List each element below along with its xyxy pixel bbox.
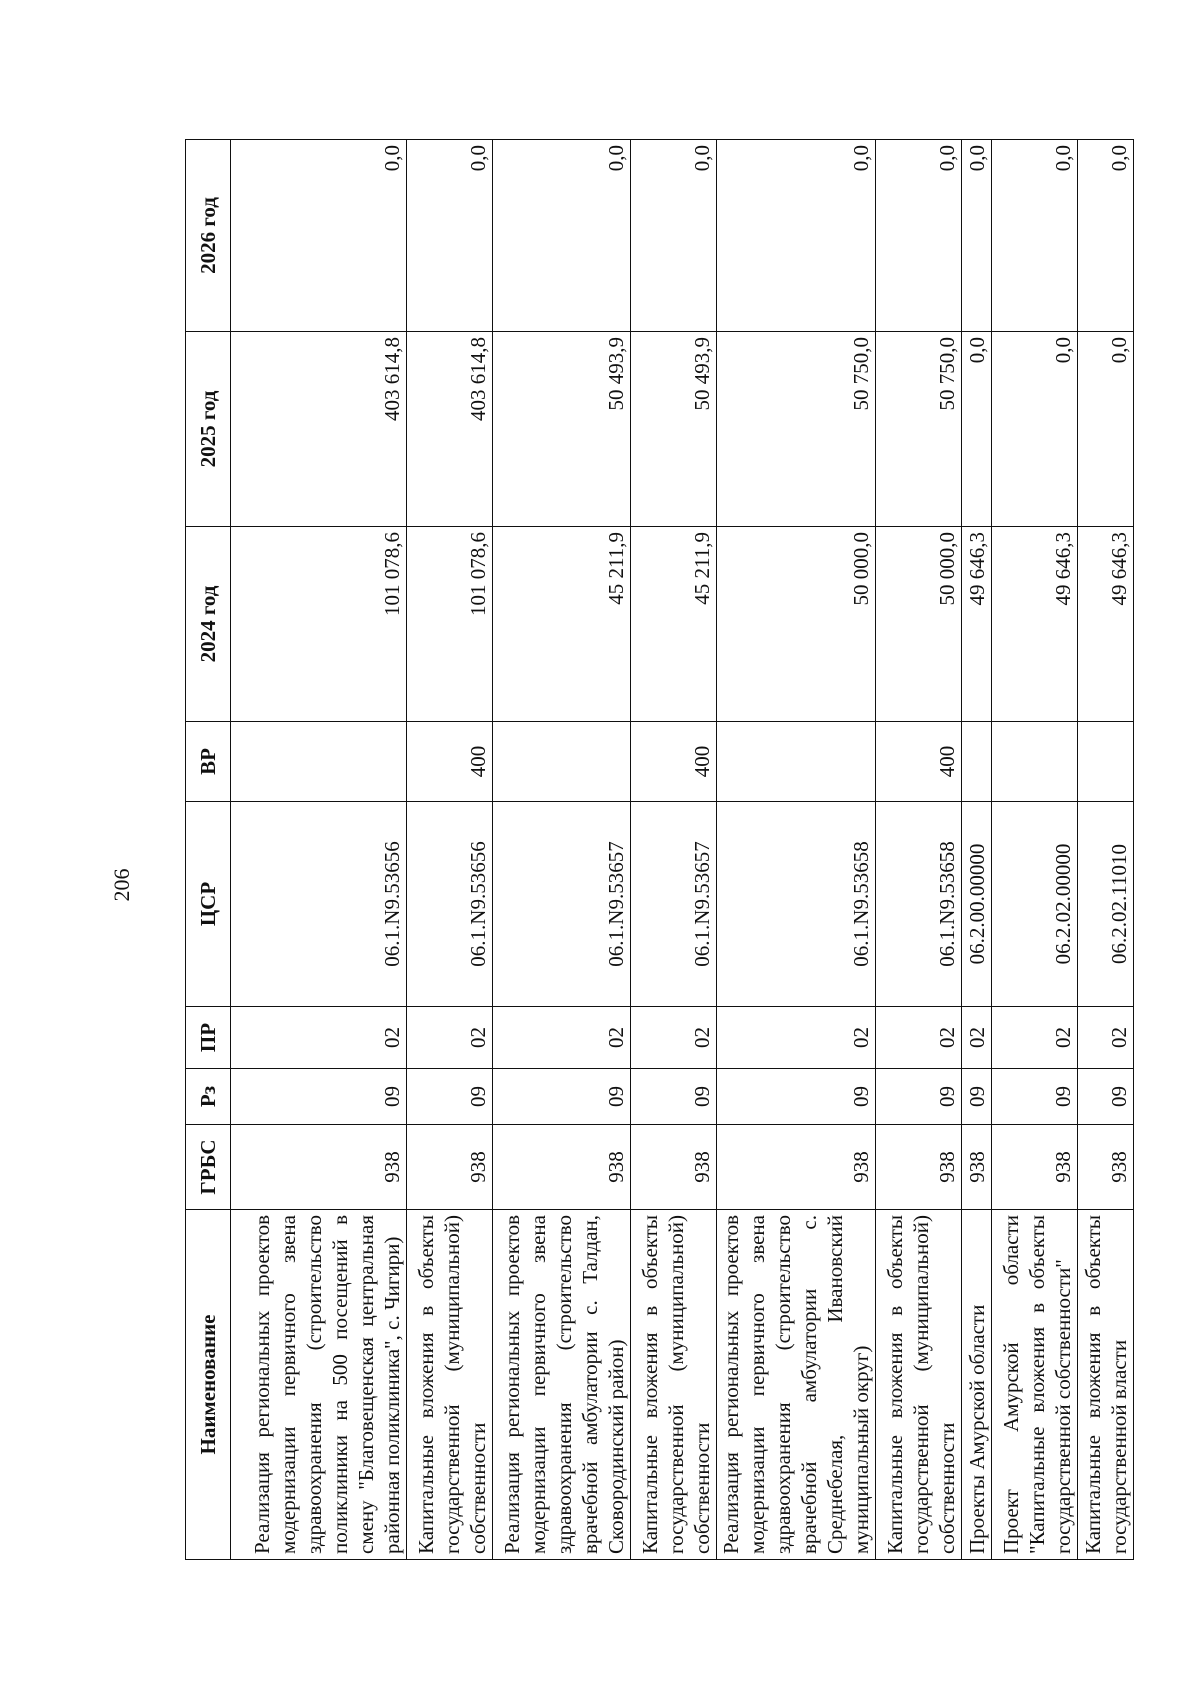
- row-2024: 45 211,9: [631, 527, 717, 722]
- row-pr: 02: [1078, 1007, 1134, 1069]
- row-csr: 06.1.N9.53657: [493, 802, 631, 1007]
- header-2024: 2024 год: [186, 527, 231, 722]
- budget-table: [185, 139, 1134, 1560]
- table-header: [186, 140, 231, 1560]
- header-2026: 2026 год: [186, 140, 231, 332]
- row-grbs: 938: [407, 1125, 493, 1210]
- table-row: [493, 140, 631, 1560]
- row-vr: 400: [631, 722, 717, 802]
- row-csr: 06.2.02.11010: [1078, 802, 1134, 1007]
- row-pr: 02: [231, 1007, 407, 1069]
- table-row: [992, 140, 1078, 1560]
- row-2024: 49 646,3: [962, 527, 992, 722]
- row-2025: 50 750,0: [876, 332, 962, 527]
- row-2026: 0,0: [407, 140, 493, 332]
- row-grbs: 938: [231, 1125, 407, 1210]
- row-2026: 0,0: [876, 140, 962, 332]
- row-vr: 400: [876, 722, 962, 802]
- row-2026: 0,0: [962, 140, 992, 332]
- row-name: Капитальные вложения в объекты государственной власти: [1078, 1210, 1134, 1560]
- row-rz: 09: [992, 1069, 1078, 1125]
- row-name: Реализация региональных проектов модернизации первичного звена здравоохранения (строительство врачебной амбулатории с. Среднебелая, Ивановский муниципальный округ): [717, 1210, 876, 1560]
- row-vr: [717, 722, 876, 802]
- table-row: [407, 140, 493, 1560]
- row-2024: 49 646,3: [992, 527, 1078, 722]
- row-2024: 101 078,6: [231, 527, 407, 722]
- row-pr: 02: [717, 1007, 876, 1069]
- row-rz: 09: [493, 1069, 631, 1125]
- row-name: Реализация региональных проектов модернизации первичного звена здравоохранения (строительство врачебной амбулатории с. Талдан, Сковородинский район): [493, 1210, 631, 1560]
- row-grbs: 938: [493, 1125, 631, 1210]
- row-2026: 0,0: [717, 140, 876, 332]
- row-2024: 50 000,0: [717, 527, 876, 722]
- row-name: Капитальные вложения в объекты государственной (муниципальной) собственности: [631, 1210, 717, 1560]
- row-vr: [962, 722, 992, 802]
- row-name: Реализация региональных проектов модернизации первичного звена здравоохранения (строительство поликлиники на 500 посещений в смену "Благовещенская центральная районная поликлиника", с. Чигири): [231, 1210, 407, 1560]
- row-rz: 09: [1078, 1069, 1134, 1125]
- page-number: 206: [109, 868, 134, 902]
- row-2025: 50 493,9: [631, 332, 717, 527]
- row-grbs: 938: [992, 1125, 1078, 1210]
- table-body: [231, 140, 1134, 1560]
- row-rz: 09: [717, 1069, 876, 1125]
- header-row: [186, 140, 231, 1560]
- row-2025: 50 493,9: [493, 332, 631, 527]
- row-2026: 0,0: [631, 140, 717, 332]
- row-pr: 02: [962, 1007, 992, 1069]
- row-csr: 06.1.N9.53658: [717, 802, 876, 1007]
- row-csr: 06.1.N9.53656: [231, 802, 407, 1007]
- table-row: [962, 140, 992, 1560]
- row-grbs: 938: [1078, 1125, 1134, 1210]
- row-name: Капитальные вложения в объекты государственной (муниципальной) собственности: [876, 1210, 962, 1560]
- row-rz: 09: [631, 1069, 717, 1125]
- row-vr: [1078, 722, 1134, 802]
- row-csr: 06.1.N9.53658: [876, 802, 962, 1007]
- row-grbs: 938: [717, 1125, 876, 1210]
- table-row: [1078, 140, 1134, 1560]
- header-name: Наименование: [186, 1210, 231, 1560]
- row-rz: 09: [876, 1069, 962, 1125]
- row-rz: 09: [231, 1069, 407, 1125]
- row-2026: 0,0: [493, 140, 631, 332]
- row-pr: 02: [407, 1007, 493, 1069]
- row-2024: 45 211,9: [493, 527, 631, 722]
- row-pr: 02: [493, 1007, 631, 1069]
- row-2025: 50 750,0: [717, 332, 876, 527]
- row-csr: 06.1.N9.53657: [631, 802, 717, 1007]
- row-grbs: 938: [876, 1125, 962, 1210]
- row-vr: 400: [407, 722, 493, 802]
- row-2025: 403 614,8: [407, 332, 493, 527]
- row-pr: 02: [876, 1007, 962, 1069]
- row-rz: 09: [962, 1069, 992, 1125]
- row-2025: 0,0: [1078, 332, 1134, 527]
- row-2025: 403 614,8: [231, 332, 407, 527]
- row-rz: 09: [407, 1069, 493, 1125]
- row-2026: 0,0: [992, 140, 1078, 332]
- row-name: Проект Амурской области "Капитальные вложения в объекты государственной собственности": [992, 1210, 1078, 1560]
- table-row: [231, 140, 407, 1560]
- row-name: Проекты Амурской области: [962, 1210, 992, 1560]
- row-grbs: 938: [962, 1125, 992, 1210]
- row-grbs: 938: [631, 1125, 717, 1210]
- table-row: [876, 140, 962, 1560]
- row-pr: 02: [631, 1007, 717, 1069]
- header-csr: ЦСР: [186, 802, 231, 1007]
- table-row: [717, 140, 876, 1560]
- row-name: Капитальные вложения в объекты государственной (муниципальной) собственности: [407, 1210, 493, 1560]
- row-vr: [231, 722, 407, 802]
- row-2026: 0,0: [231, 140, 407, 332]
- table-row: [631, 140, 717, 1560]
- row-csr: 06.1.N9.53656: [407, 802, 493, 1007]
- row-csr: 06.2.00.00000: [962, 802, 992, 1007]
- row-csr: 06.2.02.00000: [992, 802, 1078, 1007]
- rotated-table-container: [185, 140, 1131, 1560]
- header-2025: 2025 год: [186, 332, 231, 527]
- header-grbs: ГРБС: [186, 1125, 231, 1210]
- row-2024: 101 078,6: [407, 527, 493, 722]
- row-pr: 02: [992, 1007, 1078, 1069]
- header-pr: ПР: [186, 1007, 231, 1069]
- row-2025: 0,0: [992, 332, 1078, 527]
- row-2024: 49 646,3: [1078, 527, 1134, 722]
- row-vr: [992, 722, 1078, 802]
- row-2026: 0,0: [1078, 140, 1134, 332]
- row-2025: 0,0: [962, 332, 992, 527]
- row-vr: [493, 722, 631, 802]
- header-rz: Рз: [186, 1069, 231, 1125]
- row-2024: 50 000,0: [876, 527, 962, 722]
- header-vr: ВР: [186, 722, 231, 802]
